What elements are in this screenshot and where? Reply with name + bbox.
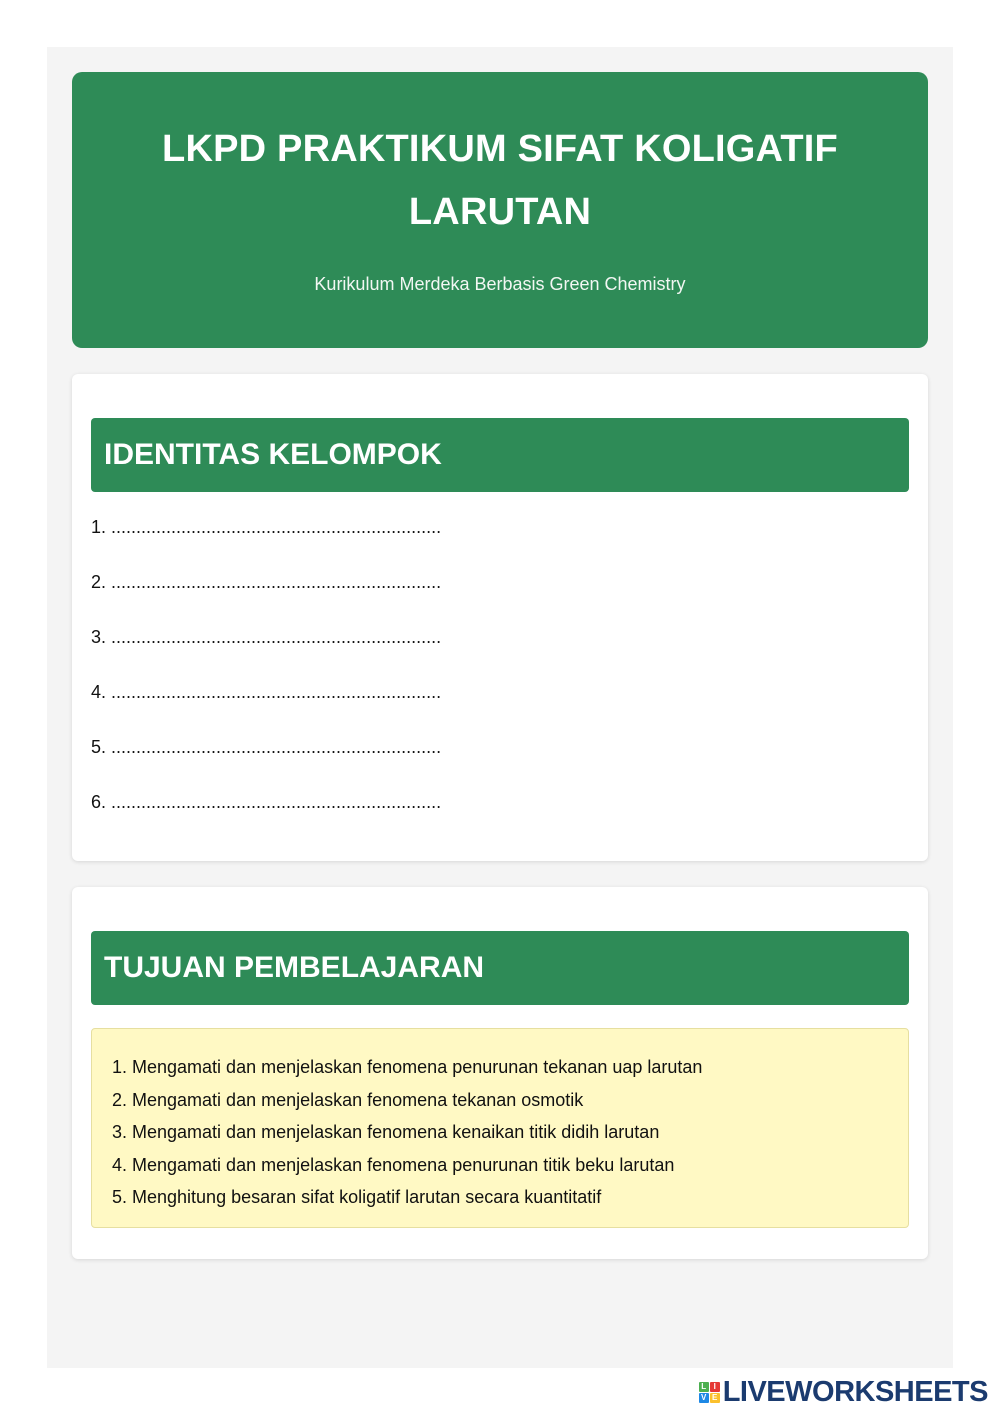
member-line-4[interactable]: 4. .................................................................. bbox=[91, 682, 442, 702]
objective-item: 1. Mengamati dan menjelaskan fenomena penurunan tekanan uap larutan bbox=[112, 1057, 703, 1077]
member-line-1[interactable]: 1. .................................................................. bbox=[91, 517, 442, 537]
objective-item: 4. Mengamati dan menjelaskan fenomena penurunan titik beku larutan bbox=[112, 1154, 675, 1175]
objectives-box bbox=[91, 1028, 909, 1228]
logo-tile-i: I bbox=[710, 1382, 720, 1392]
member-line-3[interactable]: 3. .................................................................. bbox=[91, 627, 442, 647]
member-line-6[interactable]: 6. .................................................................. bbox=[91, 792, 442, 812]
logo-tile-e: E bbox=[710, 1393, 720, 1403]
objective-item: 3. Mengamati dan menjelaskan fenomena kenaikan titik didih larutan bbox=[112, 1122, 660, 1142]
identity-card bbox=[72, 374, 928, 861]
title-banner bbox=[72, 72, 928, 348]
liveworksheets-brand[interactable] bbox=[699, 1377, 988, 1407]
logo-tile-v: V bbox=[699, 1393, 709, 1403]
page-subtitle: Kurikulum Merdeka Berbasis Green Chemistry bbox=[314, 274, 686, 294]
brand-wordmark: LIVEWORKSHEETS bbox=[722, 1375, 988, 1408]
objectives-card bbox=[72, 887, 928, 1259]
member-line-5[interactable]: 5. .................................................................. bbox=[91, 737, 442, 757]
objective-item: 2. Mengamati dan menjelaskan fenomena tekanan osmotik bbox=[112, 1089, 584, 1110]
logo-tile-l: L bbox=[699, 1382, 709, 1392]
objective-item: 5. Menghitung besaran sifat koligatif larutan secara kuantitatif bbox=[112, 1187, 602, 1207]
objectives-heading: TUJUAN PEMBELAJARAN bbox=[91, 931, 909, 1005]
page-title: LKPD PRAKTIKUM SIFAT KOLIGATIF LARUTAN bbox=[162, 128, 838, 233]
liveworksheets-logo-icon bbox=[699, 1382, 720, 1403]
identity-heading: IDENTITAS KELOMPOK bbox=[91, 418, 909, 492]
objectives-list bbox=[112, 1051, 908, 1214]
worksheet-page bbox=[47, 47, 953, 1368]
member-list bbox=[91, 516, 441, 846]
member-line-2[interactable]: 2. .................................................................. bbox=[91, 572, 442, 592]
